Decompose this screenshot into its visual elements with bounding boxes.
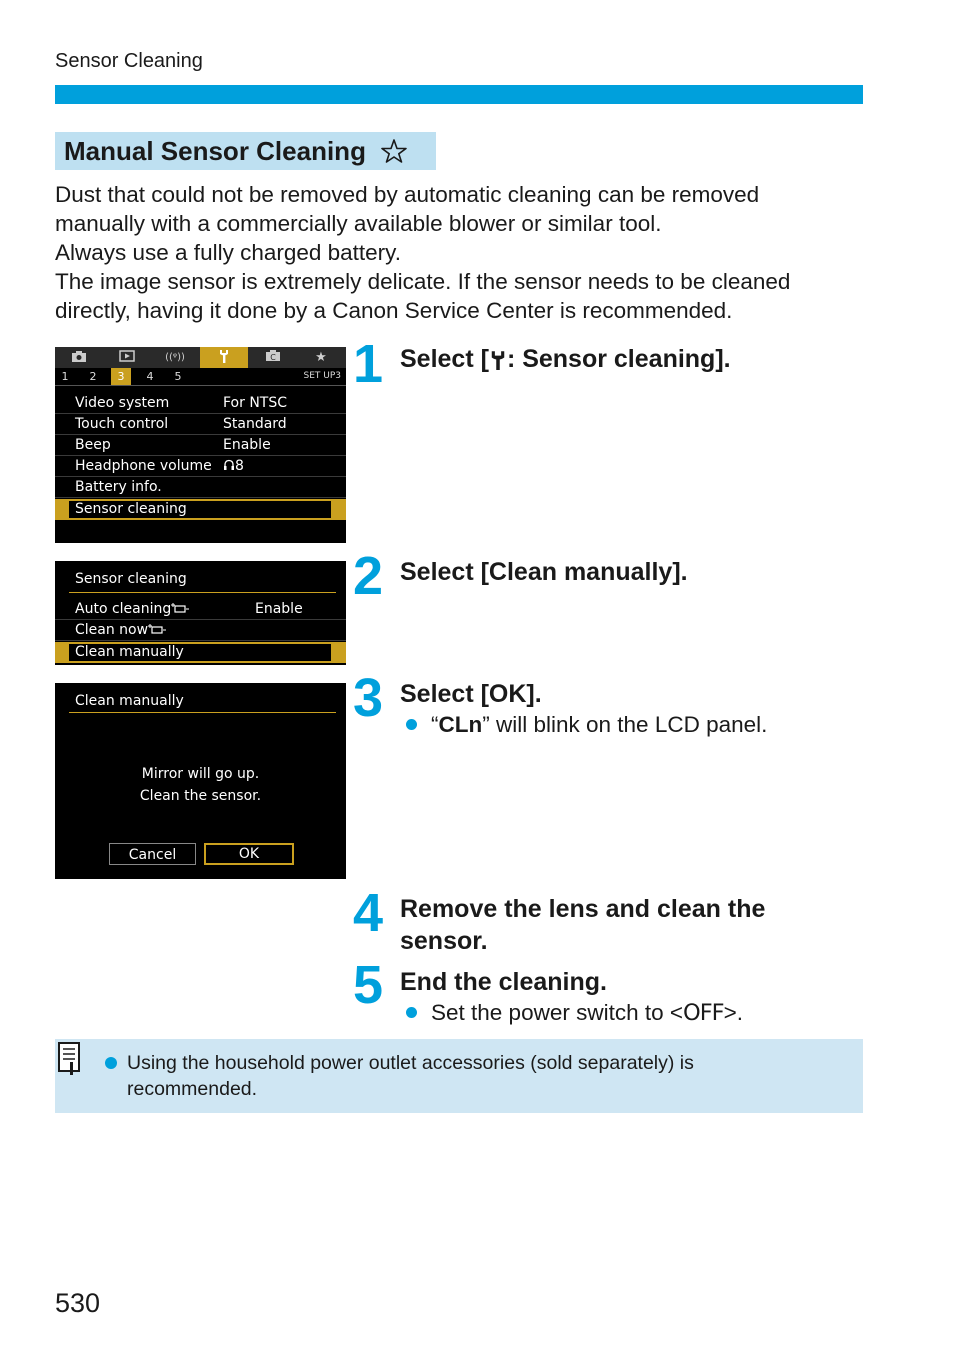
bullet-text: ” will blink on the LCD panel. bbox=[482, 712, 768, 737]
menu-item-clean-manually[interactable] bbox=[55, 642, 346, 663]
step-5-bullet bbox=[406, 999, 743, 1027]
wrench-icon bbox=[489, 350, 507, 370]
menu-item-label: Clean manually bbox=[75, 644, 184, 660]
headphone-icon bbox=[223, 459, 235, 471]
menu-item-value: Enable bbox=[223, 437, 271, 453]
header-rule bbox=[55, 85, 863, 104]
section-title bbox=[55, 132, 436, 170]
step-2-text: Select [Clean manually]. bbox=[400, 558, 688, 586]
menu-item-value: Enable bbox=[255, 601, 303, 617]
wrench-icon[interactable] bbox=[200, 347, 248, 368]
bullet-dot bbox=[105, 1057, 117, 1069]
menu-item-value: Standard bbox=[223, 416, 287, 432]
bullet-dot bbox=[406, 719, 417, 730]
note-line: recommended. bbox=[127, 1078, 258, 1100]
step-number: 4 bbox=[353, 883, 384, 943]
sensor-cleaning-screen bbox=[55, 561, 346, 665]
memo-icon bbox=[58, 1042, 82, 1076]
intro-line: Dust that could not be removed by automatic cleaning can be removed bbox=[55, 182, 760, 207]
menu-item-touch-control[interactable] bbox=[55, 414, 346, 435]
intro-line: Always use a fully charged battery. bbox=[55, 240, 402, 265]
sensor-clean-icon bbox=[171, 602, 189, 614]
bullet-dot bbox=[406, 1007, 417, 1018]
tab-label: SET UP3 bbox=[303, 371, 341, 381]
power-off-label: OFF bbox=[683, 1000, 724, 1026]
note-box bbox=[55, 1039, 863, 1113]
step-text-pre: Select [ bbox=[400, 345, 489, 373]
menu-tab-bar bbox=[55, 347, 346, 368]
menu-item-label-wrap bbox=[75, 599, 189, 620]
page-tab[interactable]: 1 bbox=[61, 370, 69, 383]
step-number: 5 bbox=[353, 955, 384, 1015]
step-4-text bbox=[400, 893, 765, 957]
dialog-message-line2: Clean the sensor. bbox=[139, 788, 262, 804]
svg-text:C: C bbox=[270, 353, 276, 362]
clean-manually-dialog bbox=[55, 683, 346, 879]
menu-item-label: Clean now bbox=[75, 622, 149, 638]
step-3-bullet bbox=[406, 711, 767, 739]
menu-item-label: Sensor cleaning bbox=[75, 501, 187, 517]
star-outline-icon bbox=[381, 139, 407, 163]
menu-item-label: Touch control bbox=[75, 416, 169, 432]
menu-item-video-system[interactable] bbox=[55, 393, 346, 414]
dialog-message-line1: Mirror will go up. bbox=[141, 766, 260, 782]
camera-icon[interactable] bbox=[55, 347, 103, 368]
my-menu-star-icon[interactable]: ★ bbox=[315, 350, 327, 365]
page-tab[interactable]: 4 bbox=[146, 370, 154, 383]
page-tab-active[interactable]: 3 bbox=[111, 368, 131, 385]
sensor-clean-icon bbox=[148, 623, 166, 635]
wireless-icon[interactable]: ((ᵠ)) bbox=[165, 352, 185, 363]
menu-item-headphone-volume[interactable] bbox=[55, 456, 346, 477]
step-text-line: sensor. bbox=[400, 927, 488, 955]
headphone-volume-value: 8 bbox=[235, 458, 244, 474]
bullet-open-quote: “ bbox=[431, 712, 439, 737]
menu-page-bar bbox=[55, 368, 346, 386]
menu-item-label: Beep bbox=[75, 437, 111, 453]
page-tab[interactable]: 5 bbox=[174, 370, 182, 383]
step-number: 1 bbox=[353, 334, 384, 394]
menu-item-beep[interactable] bbox=[55, 435, 346, 456]
step-number: 3 bbox=[353, 668, 384, 728]
cancel-button[interactable]: Cancel bbox=[109, 843, 196, 865]
page-number: 530 bbox=[55, 1288, 101, 1318]
menu-item-label: Battery info. bbox=[75, 479, 162, 495]
step-text-post: : Sensor cleaning]. bbox=[506, 345, 731, 373]
intro-line: manually with a commercially available blower or similar tool. bbox=[55, 211, 662, 236]
custom-function-icon[interactable] bbox=[249, 347, 297, 368]
setup-menu-screen bbox=[55, 347, 346, 543]
step-1-text bbox=[400, 343, 731, 375]
ok-button[interactable]: OK bbox=[204, 843, 294, 865]
bullet-text-end: >. bbox=[723, 1000, 744, 1025]
menu-item-battery-info[interactable] bbox=[55, 477, 346, 498]
menu-item-value: For NTSC bbox=[223, 395, 288, 411]
intro-text bbox=[55, 180, 855, 325]
running-head: Sensor Cleaning bbox=[55, 50, 203, 72]
title-rule bbox=[69, 712, 336, 713]
section-title-text: Manual Sensor Cleaning bbox=[64, 136, 366, 166]
menu-item-value bbox=[223, 456, 244, 477]
step-3-text: Select [OK]. bbox=[400, 680, 542, 708]
step-text-line: Remove the lens and clean the bbox=[400, 895, 766, 923]
playback-icon[interactable] bbox=[103, 347, 151, 368]
intro-line: The image sensor is extremely delicate. If the sensor needs to be cleaned bbox=[55, 269, 791, 294]
note-text bbox=[127, 1050, 817, 1102]
step-5-text: End the cleaning. bbox=[400, 968, 607, 996]
menu-item-label: Headphone volume bbox=[75, 458, 212, 474]
screen-title: Sensor cleaning bbox=[75, 571, 187, 587]
step-number: 2 bbox=[353, 546, 384, 606]
menu-item-label: Video system bbox=[75, 395, 170, 411]
bullet-text: Set the power switch to < bbox=[431, 1000, 684, 1025]
cln-code: CLn bbox=[438, 712, 483, 737]
menu-item-auto-cleaning[interactable] bbox=[55, 599, 346, 620]
page-tab[interactable]: 2 bbox=[89, 370, 97, 383]
menu-item-sensor-cleaning[interactable] bbox=[55, 499, 346, 520]
title-rule bbox=[69, 592, 336, 593]
screen-title: Clean manually bbox=[75, 693, 184, 709]
menu-item-label-wrap bbox=[75, 620, 166, 641]
menu-item-clean-now[interactable] bbox=[55, 620, 346, 641]
note-line: Using the household power outlet accessories (sold separately) is bbox=[127, 1052, 694, 1074]
intro-line: directly, having it done by a Canon Service Center is recommended. bbox=[55, 298, 733, 323]
menu-item-label: Auto cleaning bbox=[75, 601, 172, 617]
